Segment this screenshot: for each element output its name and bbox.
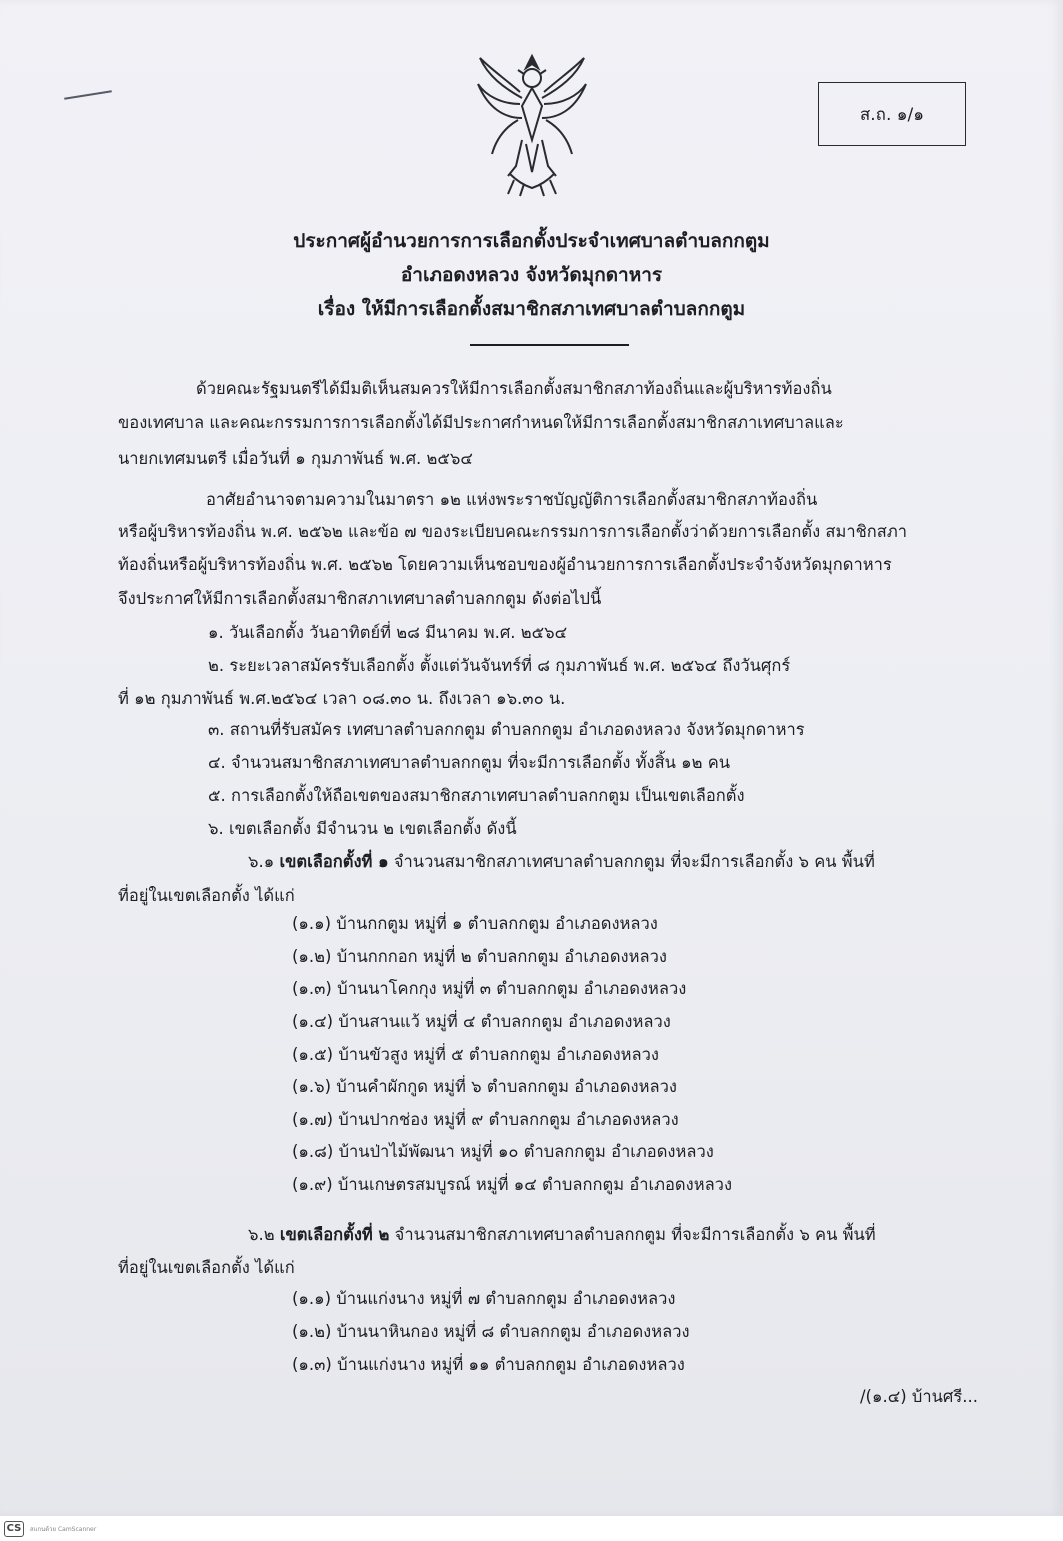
title-divider xyxy=(470,344,629,346)
item-member-count: ๔. จำนวนสมาชิกสภาเทศบาลตำบลกกตูม ที่จะมีการเลือกตั้ง ทั้งสิ้น ๑๒ คน xyxy=(208,753,731,772)
zone-1-label: เขตเลือกตั้งที่ ๑ xyxy=(279,852,389,871)
paragraph-1-line: ด้วยคณะรัฐมนตรีได้มีมติเห็นสมควรให้มีการเลือกตั้งสมาชิกสภาท้องถิ่นและผู้บริหารท้องถิ่น xyxy=(196,379,832,398)
item-zone-count: ๖. เขตเลือกตั้ง มีจำนวน ๒ เขตเลือกตั้ง ดังนี้ xyxy=(208,819,517,838)
zone-1-heading xyxy=(248,849,875,875)
zone-2-village: (๑.๓) บ้านแก่งนาง หมู่ที่ ๑๑ ตำบลกกตูม อำเภอดงหลวง xyxy=(292,1355,685,1374)
zone-2-text: จำนวนสมาชิกสภาเทศบาลตำบลกกตูม ที่จะมีการเลือกตั้ง ๖ คน พื้นที่ xyxy=(394,1225,876,1244)
zone-1-village: (๑.๗) บ้านปากช่อง หมู่ที่ ๙ ตำบลกกตูม อำเภอดงหลวง xyxy=(292,1110,679,1129)
paragraph-2-line: อาศัยอำนาจตามความในมาตรา ๑๒ แห่งพระราชบัญญัติการเลือกตั้งสมาชิกสภาท้องถิ่น xyxy=(206,490,818,509)
paragraph-2-line: หรือผู้บริหารท้องถิ่น พ.ศ. ๒๕๖๒ และข้อ ๗ ของระเบียบคณะกรรมการการเลือกตั้งว่าด้วยการเลือกตั้ง สมาชิกสภา xyxy=(118,522,908,541)
title-line-3: เรื่อง ให้มีการเลือกตั้งสมาชิกสภาเทศบาลตำบลกกตูม xyxy=(317,298,746,320)
title-line-2: อำเภอดงหลวง จังหวัดมุกดาหาร xyxy=(400,264,663,286)
item-application-period: ๒. ระยะเวลาสมัครรับเลือกตั้ง ตั้งแต่วันจันทร์ที่ ๘ กุมภาพันธ์ พ.ศ. ๒๕๖๔ ถึงวันศุกร์ xyxy=(208,656,791,675)
item-zone-basis: ๕. การเลือกตั้งให้ถือเขตของสมาชิกสภาเทศบาลตำบลกกตูม เป็นเขตเลือกตั้ง xyxy=(208,786,745,805)
zone-1-cont: ที่อยู่ในเขตเลือกตั้ง ได้แก่ xyxy=(118,886,295,905)
zone-1-village: (๑.๘) บ้านป่าไม้พัฒนา หมู่ที่ ๑๐ ตำบลกกตูม อำเภอดงหลวง xyxy=(292,1142,714,1161)
zone-1-village: (๑.๑) บ้านกกตูม หมู่ที่ ๑ ตำบลกกตูม อำเภอดงหลวง xyxy=(292,914,658,933)
camscanner-watermark: สแกนด้วย CamScanner xyxy=(30,1525,97,1533)
title-line-1: ประกาศผู้อำนวยการการเลือกตั้งประจำเทศบาลตำบลกกตูม xyxy=(293,230,770,252)
zone-1-village: (๑.๓) บ้านนาโคกกุง หมู่ที่ ๓ ตำบลกกตูม อำเภอดงหลวง xyxy=(292,979,687,998)
zone-1-number: ๖.๑ xyxy=(248,852,275,871)
paragraph-2-line: จึงประกาศให้มีการเลือกตั้งสมาชิกสภาเทศบาลตำบลกกตูม ดังต่อไปนี้ xyxy=(118,589,602,608)
camscanner-logo-icon: CS xyxy=(4,1521,24,1537)
item-application-period-cont: ที่ ๑๒ กุมภาพันธ์ พ.ศ.๒๕๖๔ เวลา ๐๘.๓๐ น. ถึงเวลา ๑๖.๓๐ น. xyxy=(118,689,566,708)
zone-2-number: ๖.๒ xyxy=(248,1225,275,1244)
paragraph-2-line: ท้องถิ่นหรือผู้บริหารท้องถิ่น พ.ศ. ๒๕๖๒ โดยความเห็นชอบของผู้อำนวยการการเลือกตั้งประจำจังหวัดมุกดาหาร xyxy=(118,555,892,574)
zone-2-label: เขตเลือกตั้งที่ ๒ xyxy=(279,1225,390,1244)
zone-1-village: (๑.๒) บ้านกกกอก หมู่ที่ ๒ ตำบลกกตูม อำเภอดงหลวง xyxy=(292,947,667,966)
paragraph-1-line: นายกเทศมนตรี เมื่อวันที่ ๑ กุมภาพันธ์ พ.ศ. ๒๕๖๔ xyxy=(118,449,473,468)
paragraph-1-line: ของเทศบาล และคณะกรรมการการเลือกตั้งได้มีประกาศกำหนดให้มีการเลือกตั้งสมาชิกสภาเทศบาลและ xyxy=(118,413,844,432)
zone-1-village: (๑.๕) บ้านขัวสูง หมู่ที่ ๕ ตำบลกกตูม อำเภอดงหลวง xyxy=(292,1045,659,1064)
zone-2-village: (๑.๒) บ้านนาหินกอง หมู่ที่ ๘ ตำบลกกตูม อำเภอดงหลวง xyxy=(292,1322,690,1341)
page-continuation: /(๑.๔) บ้านศรี... xyxy=(860,1387,978,1406)
scanner-footer xyxy=(0,1516,1063,1541)
garuda-emblem-icon xyxy=(474,48,590,198)
zone-2-village: (๑.๑) บ้านแก่งนาง หมู่ที่ ๗ ตำบลกกตูม อำเภอดงหลวง xyxy=(292,1289,676,1308)
pen-mark xyxy=(64,90,112,99)
zone-1-text: จำนวนสมาชิกสภาเทศบาลตำบลกกตูม ที่จะมีการเลือกตั้ง ๖ คน พื้นที่ xyxy=(393,852,875,871)
zone-1-village: (๑.๙) บ้านเกษตรสมบูรณ์ หมู่ที่ ๑๔ ตำบลกกตูม อำเภอดงหลวง xyxy=(292,1175,733,1194)
zone-2-heading xyxy=(248,1222,876,1248)
zone-2-cont: ที่อยู่ในเขตเลือกตั้ง ได้แก่ xyxy=(118,1258,295,1277)
zone-1-village: (๑.๔) บ้านสานแว้ หมู่ที่ ๔ ตำบลกกตูม อำเภอดงหลวง xyxy=(292,1012,671,1031)
form-code-box: ส.ถ. ๑/๑ xyxy=(818,82,966,146)
item-election-date: ๑. วันเลือกตั้ง วันอาทิตย์ที่ ๒๘ มีนาคม พ.ศ. ๒๕๖๔ xyxy=(208,623,568,642)
zone-1-village: (๑.๖) บ้านคำผักกูด หมู่ที่ ๖ ตำบลกกตูม อำเภอดงหลวง xyxy=(292,1077,677,1096)
item-application-place: ๓. สถานที่รับสมัคร เทศบาลตำบลกกตูม ตำบลกกตูม อำเภอดงหลวง จังหวัดมุกดาหาร xyxy=(208,720,805,739)
